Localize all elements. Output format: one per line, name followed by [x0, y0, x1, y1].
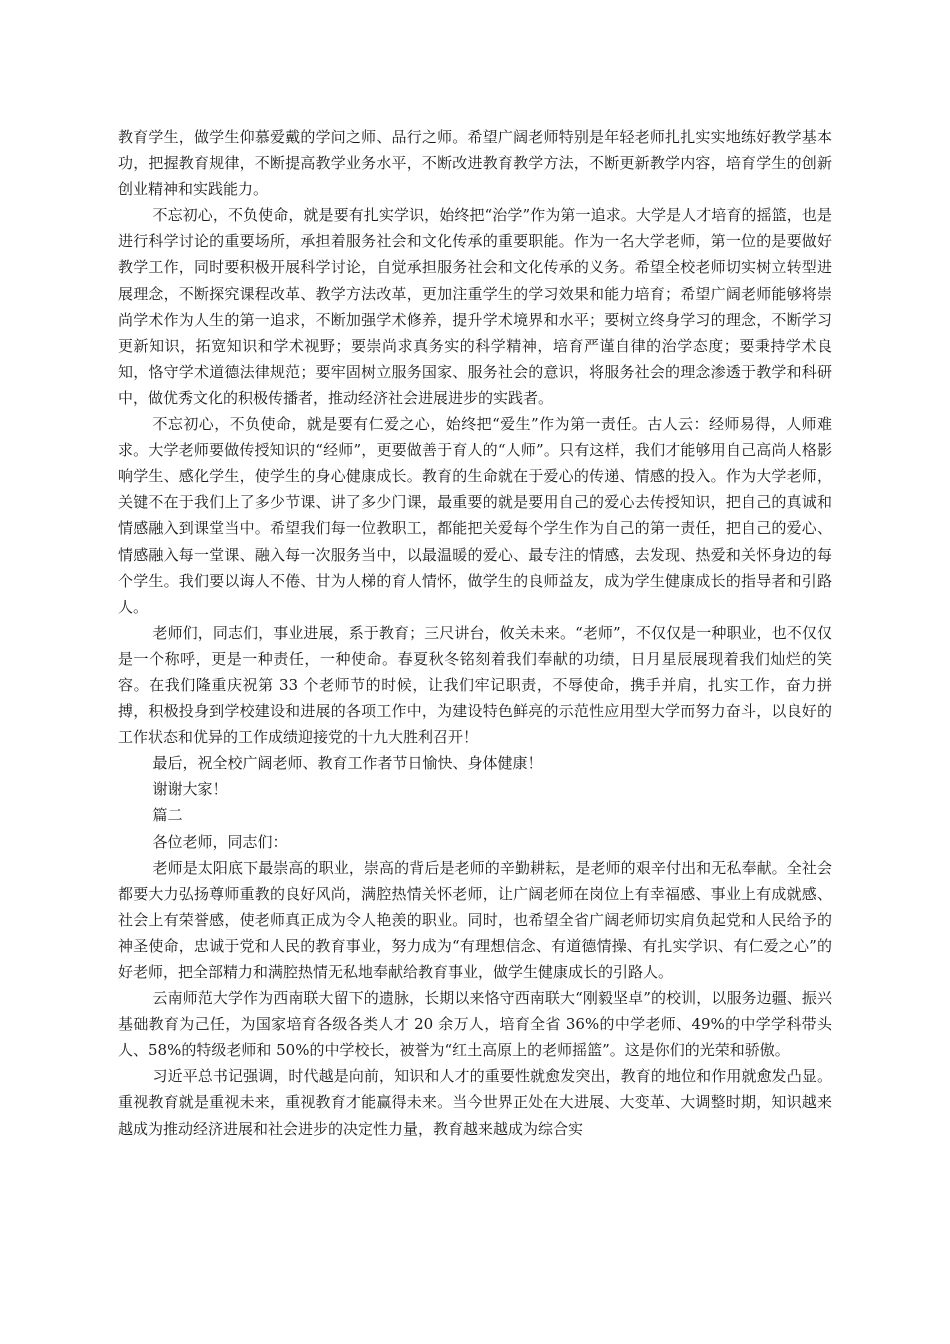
salutation: 各位老师，同志们： [152, 832, 288, 851]
paragraph: 谢谢大家！ [152, 780, 228, 799]
paragraph: 老师们，同志们，事业进展，系于教育；三尺讲台，攸关未来。“老师”，不仅仅是一种职业，也不仅仅是一个称呼，更是一种责任，一种使命。春夏秋冬铭刻着我们奉献的功绩，日月星辰展现着我们灿烂的笑容。在我们隆重庆祝第 33 个老师节的时候，让我们牢记职责，不辱使命，携手并肩，扎实工作，奋力拼搏，积极投身到学校建设和进展的各项工作中，为建设特色鲜亮的示范性应用型大学而努力奋斗，以良好的工作状态和优异的工作成绩迎接党的十九大胜利召开！ [118, 623, 832, 747]
paragraph: 最后，祝全校广阔老师、教育工作者节日愉快、身体健康！ [152, 754, 543, 773]
paragraph: 云南师范大学作为西南联大留下的遗脉，长期以来恪守西南联大“刚毅坚卓”的校训，以服务边疆、振兴基础教育为己任，为国家培育各级各类人才 20 余万人，培育全省 36%的中学老师、49%的中学学科带头人、58%的特级老师和 50%的中学校长，被誉为“红土高原上的老师摇篮”。这是你们的光荣和骄傲。 [118, 989, 832, 1060]
paragraph: 习近平总书记强调，时代越是向前，知识和人才的重要性就愈发突出，教育的地位和作用就愈发凸显。重视教育就是重视未来，重视教育才能赢得未来。当今世界正处在大进展、大变革、大调整时期，知识越来越成为推动经济进展和社会进步的决定性力量，教育越来越成为综合实 [118, 1067, 832, 1138]
paragraph: 老师是太阳底下最崇高的职业，崇高的背后是老师的辛勤耕耘，是老师的艰辛付出和无私奉献。全社会都要大力弘扬尊师重教的良好风尚，满腔热情关怀老师，让广阔老师在岗位上有幸福感、事业上有成就感、社会上有荣誉感，使老师真正成为令人艳羡的职业。同时，也希望全省广阔老师切实肩负起党和人民给予的神圣使命，忠诚于党和人民的教育事业，努力成为“有理想信念、有道德情操、有扎实学识、有仁爱之心”的好老师，把全部精力和满腔热情无私地奉献给教育事业，做学生健康成长的引路人。 [118, 858, 832, 981]
section-heading: 篇二 [152, 806, 183, 825]
paragraph: 不忘初心，不负使命，就是要有扎实学识，始终把“治学”作为第一追求。大学是人才培育的摇篮，也是进行科学讨论的重要场所，承担着服务社会和文化传承的重要职能。作为一名大学老师，第一位的是要做好教学工作，同时要积极开展科学讨论，自觉承担服务社会和文化传承的义务。希望全校老师切实树立转型进展理念，不断探究课程改革、教学方法改革，更加注重学生的学习效果和能力培育；希望广阔老师能够将崇尚学术作为人生的第一追求，不断加强学术修养，提升学术境界和水平；要树立终身学习的理念，不断学习更新知识，拓宽知识和学术视野；要崇尚求真务实的科学精神，培育严谨自律的治学态度；要秉持学术良知，恪守学术道德法律规范；要牢固树立服务国家、服务社会的意识，将服务社会的理念渗透于教学和科研中，做优秀文化的积极传播者，推动经济社会进展进步的实践者。 [118, 206, 832, 407]
document-body [118, 124, 832, 1142]
paragraph: 教育学生，做学生仰慕爱戴的学问之师、品行之师。希望广阔老师特别是年轻老师扎扎实实地练好教学基本功，把握教育规律，不断提高教学业务水平，不断改进教育教学方法，不断更新教学内容，培育学生的创新创业精神和实践能力。 [118, 128, 832, 199]
paragraph: 不忘初心，不负使命，就是要有仁爱之心，始终把“爱生”作为第一责任。古人云：经师易得，人师难求。大学老师要做传授知识的“经师”，更要做善于育人的“人师”。只有这样，我们才能够用自己高尚人格影响学生、感化学生，使学生的身心健康成长。教育的生命就在于爱心的传递、情感的投入。作为大学老师，关键不在于我们上了多少节课、讲了多少门课，最重要的就是要用自己的爱心去传授知识，把自己的真诚和情感融入到课堂当中。希望我们每一位教职工，都能把关爱每个学生作为自己的第一责任，把自己的爱心、情感融入每一堂课、融入每一次服务当中，以最温暖的爱心、最专注的情感，去发现、热爱和关怀身边的每个学生。我们要以诲人不倦、甘为人梯的育人情怀，做学生的良师益友，成为学生健康成长的指导者和引路人。 [118, 415, 832, 616]
